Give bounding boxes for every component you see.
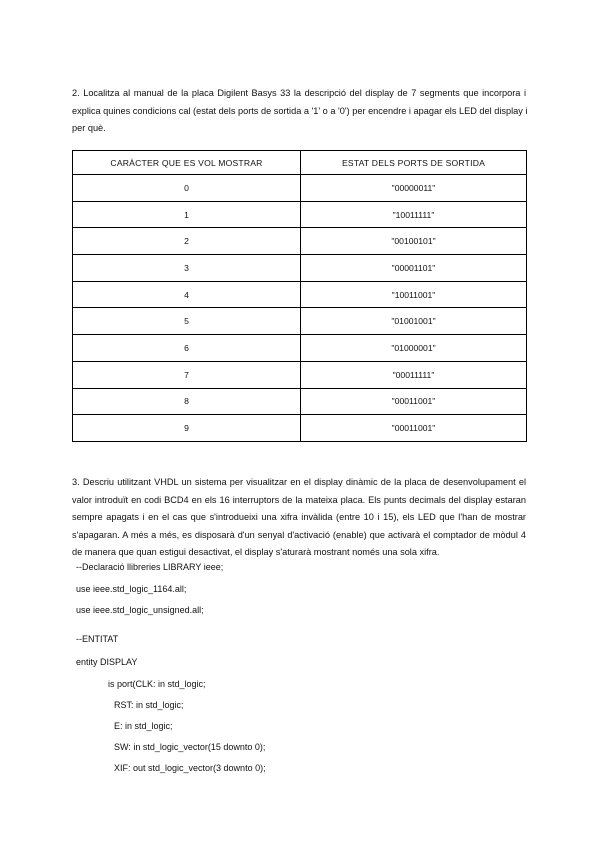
code-line: XIF: out std_logic_vector(3 downto 0);: [114, 763, 266, 773]
table-cell-ports: "00100101": [301, 228, 527, 255]
table-cell-character: 2: [73, 228, 301, 255]
table-row: [73, 281, 527, 308]
table-cell-character: 5: [73, 308, 301, 335]
table-row: [73, 308, 527, 335]
table-cell-ports: "01001001": [301, 308, 527, 335]
table-header-character: CARÀCTER QUE ES VOL MOSTRAR: [73, 151, 301, 175]
code-line: use ieee.std_logic_1164.all;: [76, 584, 187, 594]
table-row: [73, 361, 527, 388]
question-3-line: sempre apagats i en el cas que s'introdueixi una xifra invàlida (entre 10 i 15), els LED que l'han de mostrar: [72, 512, 526, 523]
question-2-line: per què.: [72, 123, 106, 134]
code-line: is port(CLK: in std_logic;: [108, 679, 206, 689]
code-line: --ENTITAT: [76, 634, 119, 644]
question-2-text: [72, 85, 526, 138]
code-line: use ieee.std_logic_unsigned.all;: [76, 605, 204, 615]
table-cell-character: 7: [73, 361, 301, 388]
table-cell-ports: "00011111": [301, 361, 527, 388]
table-row: [73, 335, 527, 362]
question-3-line: valor introduït en codi BCD4 en els 16 interruptors de la mateixa placa. Els punts decimals del display estaran: [72, 494, 526, 505]
table-cell-ports: "00011001": [301, 415, 527, 442]
table-row: [73, 175, 527, 202]
table-cell-character: 4: [73, 281, 301, 308]
table-cell-character: 9: [73, 415, 301, 442]
table-cell-ports: "00011001": [301, 388, 527, 415]
table-row: [73, 415, 527, 442]
seven-segment-table: [72, 150, 527, 442]
code-line: RST: in std_logic;: [114, 700, 184, 710]
code-line: entity DISPLAY: [76, 657, 138, 667]
table-row: [73, 255, 527, 282]
code-line: --Declaració llibreries LIBRARY ieee;: [76, 562, 224, 572]
table-cell-character: 6: [73, 335, 301, 362]
table-cell-character: 0: [73, 175, 301, 202]
question-3-line: 3. Descriu utilitzant VHDL un sistema per visualitzar en el display dinàmic de la placa de desenvolupament el: [72, 477, 526, 487]
code-line: E: in std_logic;: [114, 721, 173, 731]
table-row: [73, 388, 527, 415]
table-header-row: [73, 151, 527, 175]
table-header-ports: ESTAT DELS PORTS DE SORTIDA: [301, 151, 527, 175]
code-line: SW: in std_logic_vector(15 downto 0);: [114, 742, 266, 752]
question-3-line: de manera que quan estigui desactivat, el display s'aturarà mostrant només una sola xifra.: [72, 547, 440, 558]
table-cell-character: 1: [73, 201, 301, 228]
table-cell-ports: "10011001": [301, 281, 527, 308]
table-row: [73, 228, 527, 255]
table-cell-character: 8: [73, 388, 301, 415]
table-cell-ports: "00000011": [301, 175, 527, 202]
table-cell-character: 3: [73, 255, 301, 282]
table-cell-ports: "10011111": [301, 201, 527, 228]
question-2-line: 2. Localitza al manual de la placa Digilent Basys 33 la descripció del display de 7 segments que incorpora i: [72, 88, 526, 98]
question-2-line: explica quines condicions cal (estat dels ports de sortida a '1' o a '0') per encendre i apagar els LED del display i: [72, 105, 528, 116]
question-3-line: s'apagaran. A més a més, es disposarà d'un senyal d'activació (enable) que activarà el comptador de mòdul 4: [72, 529, 526, 540]
table-cell-ports: "01000001": [301, 335, 527, 362]
table-row: [73, 201, 527, 228]
question-3-text: [72, 474, 526, 562]
table-cell-ports: "00001101": [301, 255, 527, 282]
